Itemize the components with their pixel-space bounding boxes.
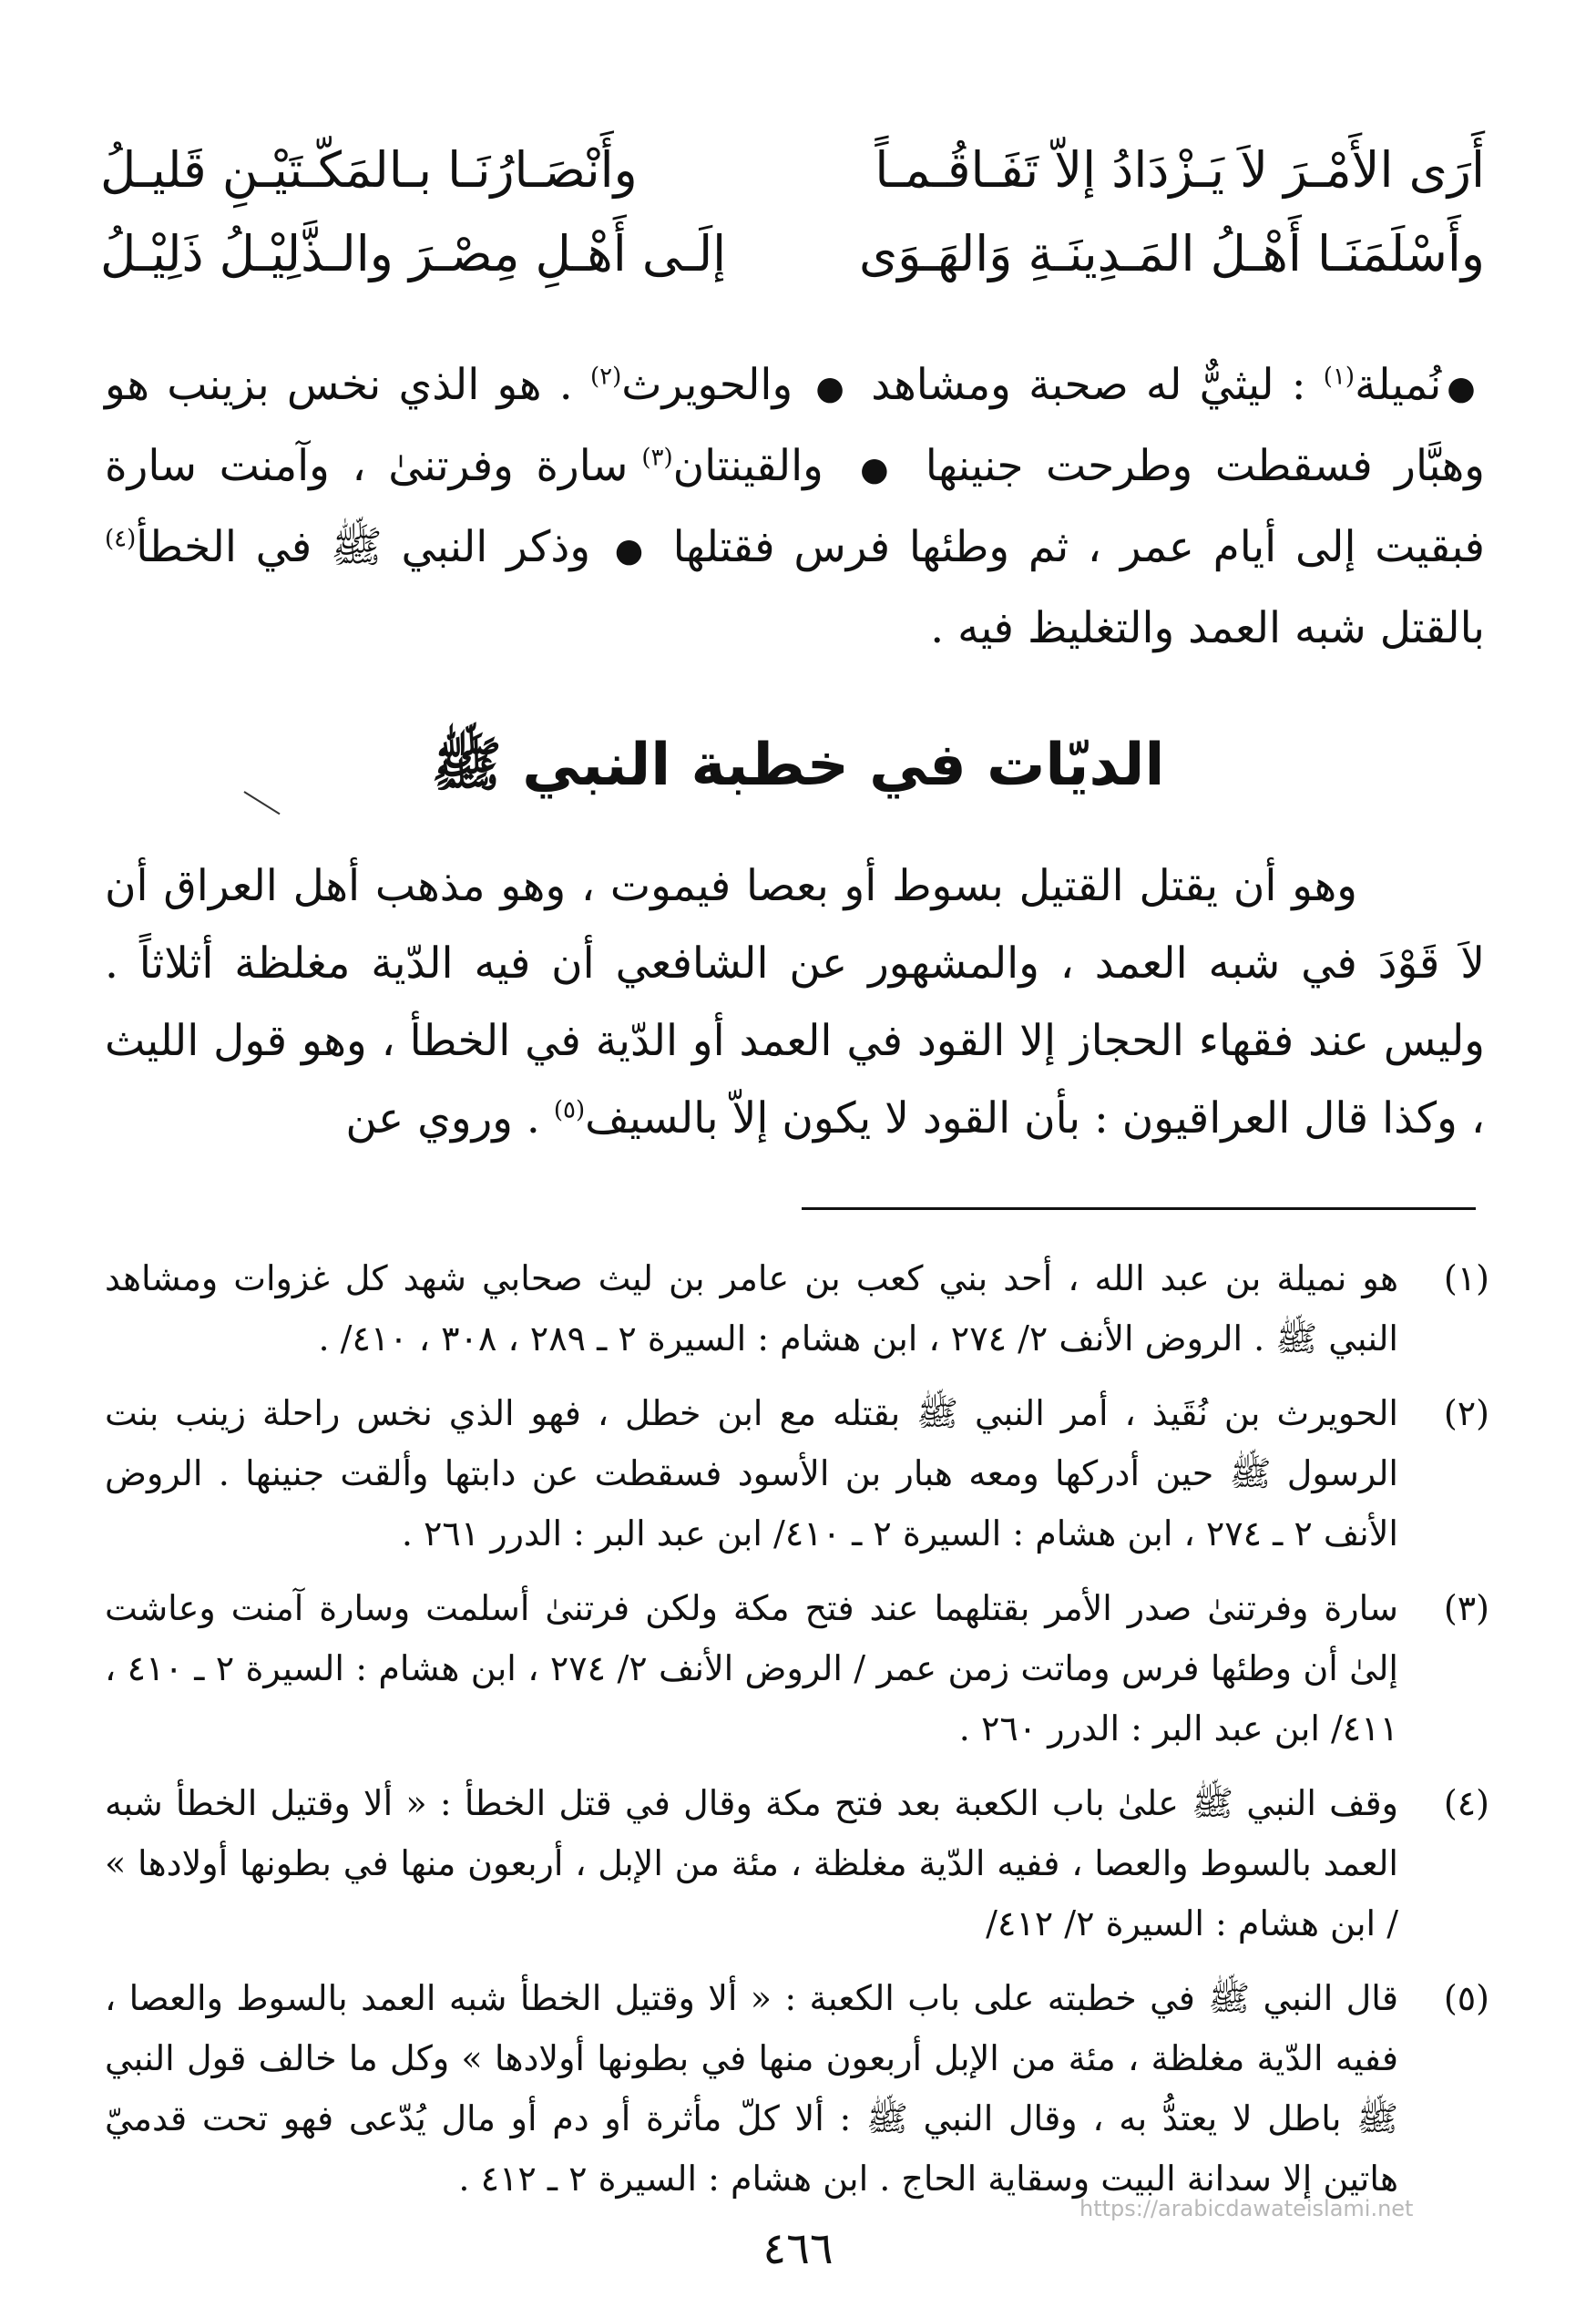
footnotes: [105, 1248, 1489, 2223]
paragraph-text: وهو أن يقتل القتيل بسوط أو بعصا فيموت ، وهو مذهب أهل العراق أن لاَ قَوْدَ في شبه العمد ، والمشهور عن الشافعي أن فيه الدّية مغلظة أثلاثاً . وليس عند فقهاء الحجاز إلا القود في العمد أو الدّية في الخطأ ، وهو قول الليث ، وكذا قال العراقيون : بأن القود لا يكون إلاّ بالسيف: [105, 861, 1486, 1143]
footnote-ref-3: (٣): [641, 444, 673, 472]
paragraph-text: والقينتان: [672, 441, 846, 491]
footnote-ref-2: (٢): [589, 363, 622, 391]
poem-verse-2-first-hemistich: وأَسْلَمَنَـا أَهْـلُ المَـدِينَـةِ وَالهَـوَى: [858, 224, 1485, 282]
footnote-text: سارة وفرتنىٰ صدر الأمر بقتلهما عند فتح مكة ولكن فرتنىٰ أسلمت وسارة آمنت وعاشت إلىٰ أن وطئها فرس وماتت زمن عمر / الروض الأنف ٢/ ٢٧٤ ، ابن هشام : السيرة ٢ ـ ٤١٠ ، ٤١١/ ابن عبد البر : الدرر ٢٦٠ .: [105, 1588, 1399, 1748]
footnote-number: (٢): [1443, 1393, 1489, 1433]
bullet-icon: ●: [815, 370, 849, 407]
watermark-url: https://arabicdawateislami.net: [1079, 2196, 1414, 2221]
paragraph-text: . وروي عن: [345, 1093, 554, 1143]
footnote-3: [105, 1578, 1489, 1759]
footnote-text: الحويرث بن نُقَيذ ، أمر النبي ﷺ بقتله مع ابن خطل ، فهو الذي نخس راحلة زينب بنت الرسول ﷺ حين أدركها ومعه هبار بن الأسود فسقطت عن دابتها وألقت جنينها . الروض الأنف ٢ ـ ٢٧٤ ، ابن هشام : السيرة ٢ ـ ٤١٠/ ابن عبد البر : الدرر ٢٦١ .: [105, 1393, 1398, 1554]
paragraph-text: بالقتل شبه العمد والتغليظ فيه .: [930, 603, 1485, 653]
paragraph-text: والحويرث: [621, 360, 811, 410]
poem: [100, 128, 1485, 295]
bullet-icon: ●: [851, 451, 898, 488]
poem-verse-2-second-hemistich: إلَـى أَهْـلِ مِصْـرَ والـذَّلِيْـلُ ذَلِيْـلُ: [100, 224, 727, 282]
footnote-text: وقف النبي ﷺ علىٰ باب الكعبة بعد فتح مكة وقال في قتل الخطأ : « ألا وقتيل الخطأ شبه العمد بالسوط والعصا ، ففيه الدّية مغلظة ، مئة من الإبل ، أربعون منها في بطونها أولادها » / ابن هشام : السيرة ٢/ ٤١٢/: [105, 1783, 1398, 1943]
footnote-ref-4: (٤): [105, 525, 137, 553]
footnote-separator: [802, 1207, 1476, 1210]
footnote-5: [105, 1968, 1489, 2209]
footnote-number: (١): [1443, 1258, 1489, 1298]
poem-verse-2: [100, 211, 1485, 295]
footnote-ref-5: (٥): [553, 1096, 586, 1124]
poem-verse-1: [100, 128, 1485, 211]
bullet-icon: ●: [1447, 370, 1479, 407]
paragraph-names: [105, 346, 1485, 667]
footnote-4: [105, 1773, 1489, 1953]
section-heading: الديّات في خطبة النبي ﷺ: [431, 732, 1165, 799]
bullet-icon: ●: [609, 532, 649, 569]
footnote-number: (٤): [1443, 1783, 1489, 1823]
footnote-text: هو نميلة بن عبد الله ، أحد بني كعب بن عامر بن ليث صحابي شهد كل غزوات ومشاهد النبي ﷺ . الروض الأنف ٢/ ٢٧٤ ، ابن هشام : السيرة ٢ ـ ٢٨٩ ، ٣٠٨ ، ٤١٠/ .: [105, 1258, 1398, 1359]
paragraph-text: . هو الذي نخس بزينب هو وهبَّار فسقطت وطرحت جنينها: [105, 360, 1485, 491]
paragraph-text: وذكر النبي ﷺ في الخطأ: [136, 522, 604, 572]
footnote-ref-1: (١): [1323, 363, 1356, 391]
paragraph-text: نُميلة: [1355, 360, 1442, 410]
footnote-text: قال النبي ﷺ في خطبته على باب الكعبة : « ألا وقتيل الخطأ شبه العمد بالسوط والعصا ، ففيه الدّية مغلظة ، مئة من الإبل أربعون منها في بطونها أولادها » وكل ما خالف قول النبي ﷺ باطل لا يعتدُّ به ، وقال النبي ﷺ : ألا كلّ مأثرة أو دم أو مال يُدّعى فهو تحت قدميّ هاتين إلا سدانة البيت وسقاية الحاج . ابن هشام : السيرة ٢ ـ ٤١٢ .: [105, 1978, 1398, 2199]
footnote-number: (٥): [1443, 1978, 1489, 2018]
paragraph-diyat: [105, 847, 1485, 1157]
poem-verse-1-first-hemistich: أَرَى الأَمْـرَ لاَ يَـزْدَادُ إلاّ تَفَـاقُـمـاً: [875, 140, 1485, 199]
footnote-1: [105, 1248, 1489, 1369]
poem-verse-1-second-hemistich: وأَنْصَـارُنَـا بـالمَكّـتَيْـنِ قَليـلُ: [100, 140, 638, 199]
footnote-number: (٣): [1443, 1588, 1489, 1628]
paragraph-text: سارة وفرتنىٰ ، وآمنت سارة فبقيت إلى أيام عمر ، ثم وطئها فرس فقتلها: [105, 441, 1485, 572]
page-number: ٤٦٦: [762, 2223, 834, 2274]
footnote-2: [105, 1383, 1489, 1564]
paragraph-text: : ليثيٌّ له صحبة ومشاهد: [854, 360, 1324, 410]
